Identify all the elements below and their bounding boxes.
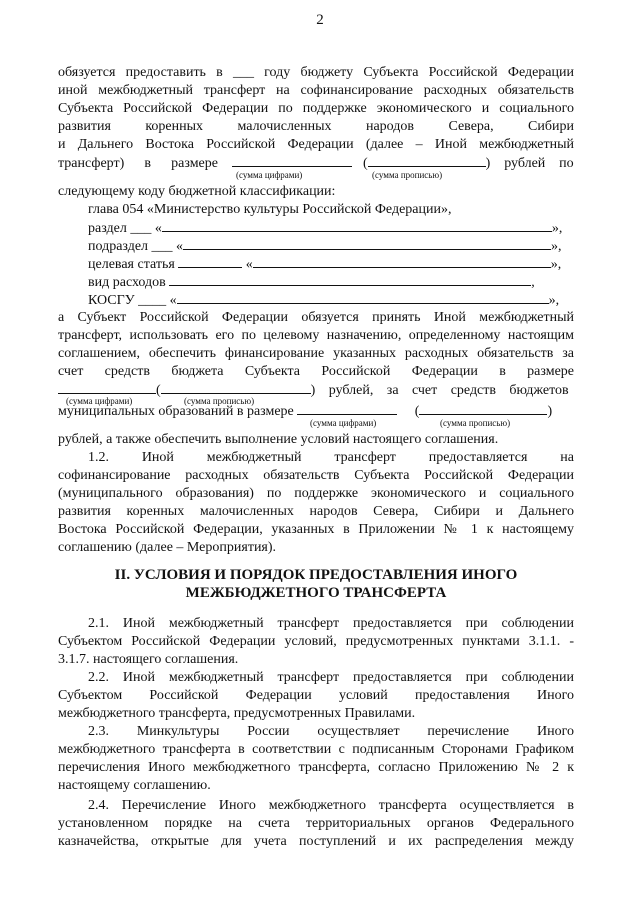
amount-line (58, 381, 574, 399)
kbk-statya (88, 255, 574, 273)
text-fragment: ( (414, 404, 420, 419)
section-heading-line2: МЕЖБЮДЖЕТНОГО ТРАНСФЕРТА (185, 585, 447, 601)
text-line: настоящему соглашению. (58, 778, 211, 793)
text-line: счет средств бюджета Субъекта Российской Федерации в размере (58, 364, 574, 379)
page-number: 2 (316, 12, 324, 28)
text-line: 1.2. Иной межбюджетный трансферт предоставляется на (88, 450, 574, 465)
text-fragment: муниципальных образований в размере (58, 404, 294, 419)
fill-blank (178, 255, 242, 268)
text-line: соглашением, обеспечить финансирование указанных расходных обязательств за (58, 346, 574, 361)
text-fragment: подраздел ___ « (88, 239, 184, 254)
fill-blank (162, 219, 552, 232)
text-line: межбюджетного трансферта в соответствии с подписанным Сторонами Графиком (58, 742, 574, 757)
text-line: перечисления Иного межбюджетного трансферта, согласно Приложению № 2 к (58, 760, 574, 775)
text-line: обязуется предоставить в ___ году бюджету Субъекта Российской Федерации (58, 65, 574, 80)
text-fragment: ) рублей, за счет средств бюджетов (310, 383, 569, 398)
caption-sum-digits: (сумма цифрами) (236, 170, 303, 180)
fill-blank (169, 273, 531, 286)
sum-digits-blank (297, 402, 397, 415)
kbk-podrazdel (88, 237, 574, 255)
text-fragment: раздел ___ « (88, 221, 162, 236)
text-fragment: », (551, 239, 562, 254)
sum-words-blank (419, 402, 547, 415)
text-line: развития коренных малочисленных народов Севера, Сибири и Дальнего (58, 504, 574, 519)
text-line: рублей, а также обеспечить выполнение условий настоящего соглашения. (58, 432, 499, 447)
text-line: 2.1. Иной межбюджетный трансферт предоставляется при соблюдении (88, 616, 574, 631)
text-line: 2.2. Иной межбюджетный трансферт предоставляется при соблюдении (88, 670, 574, 685)
text-line: установленном порядке на счета территориальных органов Федерального (58, 816, 574, 831)
text-line: Востока Российской Федерации, указанных в Приложении № 1 к настоящему (58, 522, 574, 537)
text-fragment: ( (363, 156, 368, 171)
text-line: софинансирование расходных обязательств Субъекта Российской Федерации (58, 468, 574, 483)
text-line: 2.4. Перечисление Иного межбюджетного трансферта осуществляется в (88, 798, 574, 813)
fill-blank (183, 237, 551, 250)
sum-words-blank (161, 381, 311, 394)
text-line: казначейства, открытые для учета поступлений и их распределения между (58, 834, 574, 849)
text-fragment: ( (156, 383, 161, 398)
kbk-vid (88, 273, 574, 291)
text-line: а Субъект Российской Федерации обязуется принять Иной межбюджетный (58, 310, 574, 325)
fill-blank (253, 255, 551, 268)
kbk-razdel (88, 219, 574, 237)
text-line: трансферт, использовать его по целевому назначению, определенному настоящим (58, 328, 574, 343)
caption-sum-words: (сумма прописью) (184, 396, 255, 406)
text-fragment: трансферт) в размере (58, 156, 218, 171)
text-fragment: ) (547, 404, 553, 419)
sum-words-blank (368, 154, 486, 167)
text-fragment: вид расходов (88, 275, 166, 290)
text-line: развития коренных малочисленных народов Севера, Сибири (58, 119, 574, 134)
text-line: иной межбюджетный трансферт на софинансирование расходных обязательств (58, 83, 574, 98)
text-fragment: целевая статья (88, 257, 175, 272)
text-line: 2.3. Минкультуры России осуществляет перечисление Иного (88, 724, 574, 739)
text-line: 3.1.7. настоящего соглашения. (58, 652, 239, 667)
caption-sum-digits: (сумма цифрами) (66, 396, 133, 406)
text-fragment: », (551, 221, 563, 236)
fill-blank (177, 291, 549, 304)
text-line: Субъекта Российской Федерации по поддержке экономического и социального (58, 101, 574, 116)
sum-digits-blank (232, 154, 352, 167)
caption-sum-digits: (сумма цифрами) (310, 418, 377, 428)
text-line: межбюджетного трансферта, предусмотренных Правилами. (58, 706, 416, 721)
caption-sum-words: (сумма прописью) (440, 418, 511, 428)
amount-line (58, 154, 574, 172)
text-fragment: ) рублей по (485, 156, 574, 171)
text-line: следующему коду бюджетной классификации: (58, 184, 336, 199)
text-line: соглашению (далее – Мероприятия). (58, 540, 277, 555)
caption-sum-words: (сумма прописью) (372, 170, 443, 180)
text-line: (муниципального образования) по поддержке экономического и социального (58, 486, 574, 501)
text-line: Субъектом Российской Федерации условий, предусмотренных пунктами 3.1.1. - (58, 634, 574, 649)
text-fragment: « (245, 257, 253, 272)
sum-digits-blank (58, 381, 156, 394)
section-heading-line1: II. УСЛОВИЯ И ПОРЯДОК ПРЕДОСТАВЛЕНИЯ ИНОГО (114, 567, 518, 583)
text-fragment: », (550, 257, 562, 272)
text-line: Субъектом Российской Федерации условий предоставления Иного (58, 688, 574, 703)
text-fragment: », (548, 293, 560, 308)
kbk-glava: глава 054 «Министерство культуры Российской Федерации», (88, 202, 452, 217)
text-fragment: КОСГУ ____ « (88, 293, 177, 308)
text-fragment: , (531, 275, 535, 290)
text-line: и Дальнего Востока Российской Федерации (далее – Иной межбюджетный (58, 137, 574, 152)
kbk-kosgu (88, 291, 574, 309)
